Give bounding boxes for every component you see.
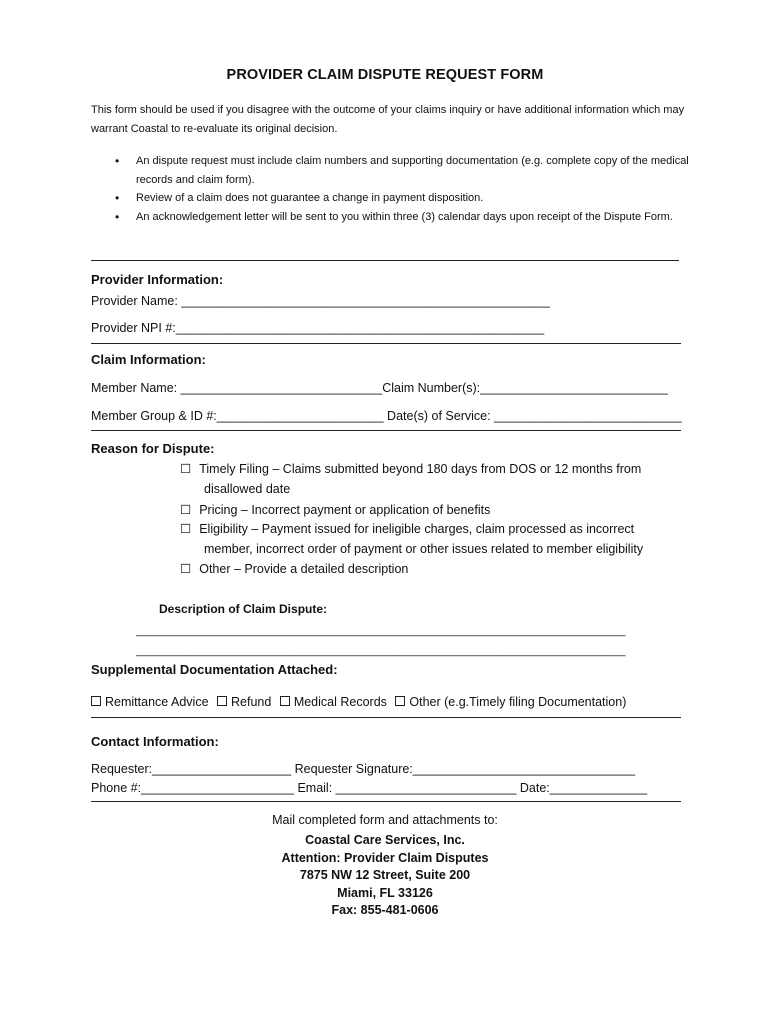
fax-line: Fax: 855-481-0606 bbox=[331, 903, 439, 917]
description-line[interactable]: ________________________________________________________________________________ bbox=[136, 645, 626, 657]
description-line[interactable]: ________________________________________________________________________________ bbox=[136, 625, 626, 637]
provider-npi-field[interactable]: Provider NPI #:_____________________________________________________ bbox=[91, 321, 545, 335]
option-label: Eligibility – Payment issued for ineligible charges, claim processed as incorrect bbox=[199, 522, 635, 536]
checkbox-refund[interactable]: Refund bbox=[217, 695, 271, 709]
list-item: • An dispute request must include claim numbers and supporting documentation (e.g. complete copy of the medical records and claim form). bbox=[91, 152, 691, 189]
list-item: • Review of a claim does not guarantee a change in payment disposition. bbox=[91, 189, 691, 208]
option-other[interactable] bbox=[180, 559, 660, 579]
checkbox-icon[interactable]: ☐ bbox=[180, 522, 192, 536]
phone-email-date-field[interactable]: Phone #:______________________ Email: __________________________ Date:______________ bbox=[91, 781, 648, 795]
requester-signature-field[interactable]: Requester:____________________ Requester Signature:________________________________ bbox=[91, 762, 636, 776]
option-timely-filing[interactable] bbox=[180, 459, 660, 499]
checkbox-icon[interactable] bbox=[217, 696, 227, 706]
checkbox-other[interactable]: Other (e.g.Timely filing Documentation) bbox=[395, 695, 626, 709]
option-eligibility[interactable] bbox=[180, 519, 660, 559]
reason-heading: Reason for Dispute: bbox=[91, 441, 215, 456]
checkbox-icon[interactable] bbox=[280, 696, 290, 706]
provider-name-field[interactable]: Provider Name: _____________________________________________________ bbox=[91, 294, 550, 308]
address-line: Attention: Provider Claim Disputes bbox=[281, 850, 489, 865]
option-label-continued: disallowed date bbox=[204, 482, 291, 496]
divider bbox=[91, 717, 681, 718]
option-label: Other – Provide a detailed description bbox=[199, 562, 409, 576]
checkbox-icon[interactable] bbox=[395, 696, 405, 706]
option-label: Pricing – Incorrect payment or application of benefits bbox=[199, 503, 491, 517]
member-name-claim-number-field[interactable]: Member Name: _____________________________Claim Number(s):___________________________ bbox=[91, 381, 668, 395]
divider bbox=[91, 343, 681, 344]
mailing-instruction: Mail completed form and attachments to: bbox=[272, 813, 498, 827]
description-label: Description of Claim Dispute: bbox=[159, 602, 328, 616]
instructions-list bbox=[91, 152, 691, 226]
form-title: PROVIDER CLAIM DISPUTE REQUEST FORM bbox=[226, 67, 544, 83]
checkbox-medical-records[interactable]: Medical Records bbox=[280, 695, 387, 709]
checkbox-icon[interactable]: ☐ bbox=[180, 462, 192, 476]
address-line: Miami, FL 33126 bbox=[337, 885, 433, 900]
form-intro: This form should be used if you disagree with the outcome of your claims inquiry or have additional information which may warrant Coastal to re-evaluate its original decision. bbox=[91, 104, 685, 135]
provider-info-heading: Provider Information: bbox=[91, 272, 224, 287]
supplemental-checklist bbox=[91, 695, 631, 709]
address-line: Coastal Care Services, Inc. bbox=[305, 833, 465, 847]
divider bbox=[91, 260, 679, 261]
option-label-continued: member, incorrect order of payment or other issues related to member eligibility bbox=[204, 542, 644, 556]
divider bbox=[91, 430, 681, 431]
checkbox-icon[interactable]: ☐ bbox=[180, 503, 192, 517]
checkbox-icon[interactable] bbox=[91, 696, 101, 706]
supplemental-heading: Supplemental Documentation Attached: bbox=[91, 662, 338, 677]
option-label: Timely Filing – Claims submitted beyond 180 days from DOS or 12 months from bbox=[199, 462, 642, 476]
claim-info-heading: Claim Information: bbox=[91, 352, 206, 367]
mailing-address bbox=[0, 832, 770, 920]
list-item: • An acknowledgement letter will be sent to you within three (3) calendar days upon receipt of the Dispute Form. bbox=[91, 208, 691, 227]
checkbox-remittance-advice[interactable]: Remittance Advice bbox=[91, 695, 209, 709]
checkbox-icon[interactable]: ☐ bbox=[180, 562, 192, 576]
divider bbox=[91, 801, 681, 802]
member-group-date-of-service-field[interactable]: Member Group & ID #:________________________ Date(s) of Service: ___________________________ bbox=[91, 409, 682, 423]
address-line: 7875 NW 12 Street, Suite 200 bbox=[299, 868, 471, 882]
option-pricing[interactable] bbox=[180, 500, 660, 520]
contact-info-heading: Contact Information: bbox=[91, 734, 219, 749]
